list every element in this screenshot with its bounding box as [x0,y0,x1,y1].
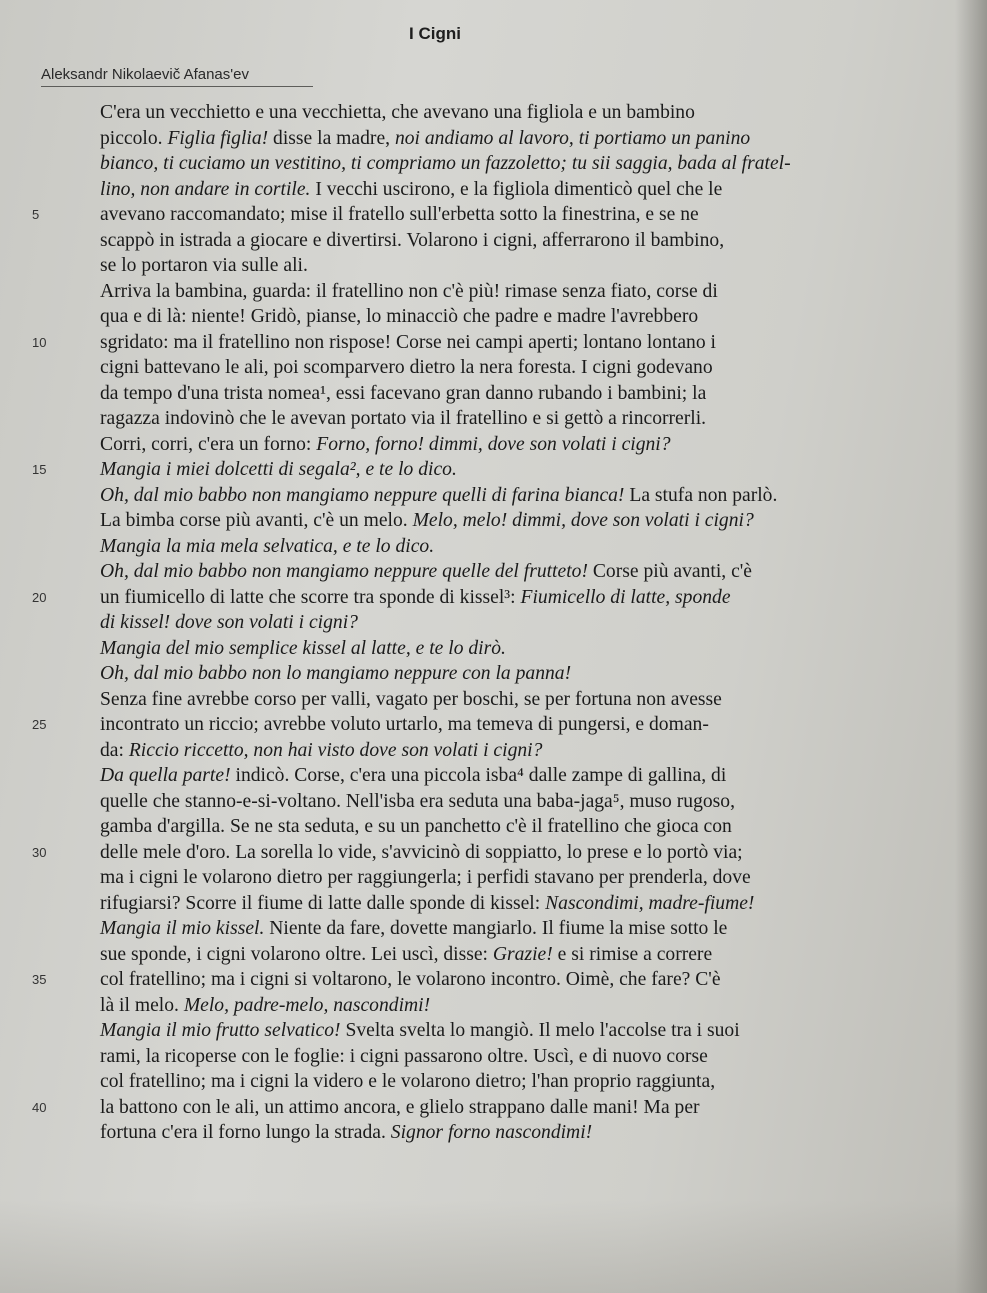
italic-text: Forno, forno! dimmi, dove son volati i cigni? [316,433,671,455]
text-segment: col fratellino; ma i cigni la videro e le volarono dietro; l'han proprio raggiunta, [100,1071,716,1092]
text-line [32,457,910,483]
text-segment: col fratellino; ma i cigni si voltarono, le volarono incontro. Oimè, che fare? C'è [100,969,721,990]
text-segment: rami, la ricoperse con le foglie: i cigni passarono oltre. Uscì, e di nuovo corse [100,1045,708,1067]
text-line [100,814,910,840]
line-number: 20 [32,589,47,605]
text-segment: avevano raccomandato; mise il fratello sull'erbetta sotto la finestrina, e se ne [100,204,699,225]
text-line [100,993,910,1019]
text-segment: sgridato: ma il fratellino non rispose! Corse nei campi aperti; lontano lontano i [100,331,716,353]
italic-text: noi andiamo al lavoro, ti portiamo un panino [394,127,751,149]
italic-text: Mangia la mia mela selvatica, e te lo dico. [100,535,435,557]
text-segment: disse la madre, [268,127,395,149]
story-title: I Cigni [409,24,461,43]
text-segment: piccolo. [100,127,168,149]
text-line [100,100,910,126]
text-line [32,712,910,738]
text-segment: se lo portaron via sulle ali. [100,255,308,276]
text-segment: la battono con le ali, un attimo ancora, e glielo strappano dalle mani! Ma per [100,1096,700,1118]
text-segment: Arriva la bambina, guarda: il fratellino non c'è più! rimase senza fiato, corse di [100,280,718,302]
text-segment: scappò in istrada a giocare e divertirsi. Volarono i cigni, afferrarono il bambino, [100,229,725,251]
text-line [32,967,910,993]
italic-text: bianco, ti cuciamo un vestitino, ti compriamo un fazzoletto; tu sii saggia, bada al fratel- [100,153,791,174]
text-segment: Corri, corri, c'era un forno: [100,433,317,455]
text-segment: La bimba corse più avanti, c'è un melo. [100,510,413,531]
line-number: 35 [32,972,47,987]
text-line [100,738,910,764]
text-segment: gamba d'argilla. Se ne sta seduta, e su un panchetto c'è il fratellino che gioca con [100,816,732,837]
text-segment: I vecchi uscirono, e la figliola dimenticò quel che le [310,178,723,200]
text-segment: ma i cigni le volarono dietro per raggiungerla; i perfidi stavano per prenderla, dove [100,867,751,888]
text-segment: delle mele d'oro. La sorella lo vide, s'avvicinò di soppiatto, lo prese e lo portò via; [100,841,743,863]
text-line [100,891,910,917]
author-underline [41,86,313,87]
text-line [32,202,910,228]
author-name: Aleksandr Nikolaevič Afanas'ev [41,66,249,83]
text-segment: un fiumicello di latte che scorre tra sponde di kissel³: [100,586,521,608]
text-segment: là il melo. [100,994,184,1016]
text-line [100,559,910,585]
text-line [100,432,910,458]
text-segment: La stufa non parlò. [624,484,778,506]
text-line [100,916,910,942]
text-segment: qua e di là: niente! Gridò, pianse, lo minacciò che padre e madre l'avrebbero [100,306,699,327]
text-line [100,126,910,152]
text-segment: da tempo d'una trista nomea¹, essi facevano gran danno rubando i bambini; la [100,382,707,404]
text-line [100,763,910,789]
italic-text: Mangia il mio kissel. [100,918,265,939]
text-segment: indicò. Corse, c'era una piccola isba⁴ dalle zampe di gallina, di [230,765,727,786]
story-text [32,100,910,1146]
italic-text: Da quella parte! [100,765,231,786]
text-line [100,177,910,203]
text-segment: e si rimise a correre [552,943,713,965]
page-edge-shadow [955,0,987,1293]
italic-text: Oh, dal mio babbo non lo mangiamo neppure con la panna! [100,663,572,684]
text-segment: da: [100,739,129,761]
text-segment: rifugiarsi? Scorre il fiume di latte dalle sponde di kissel: [100,892,546,914]
italic-text: lino, non andare in cortile. [100,178,311,200]
line-number: 10 [32,334,47,350]
text-segment: Senza fine avrebbe corso per valli, vagato per boschi, se per fortuna non avesse [100,688,722,710]
text-line [100,687,910,713]
italic-text: Mangia del mio semplice kissel al latte, e te lo dirò. [100,637,506,659]
text-line [100,508,910,534]
italic-text: Grazie! [492,943,553,965]
line-number: 5 [32,207,40,222]
text-line [100,1120,910,1146]
line-number: 40 [32,1099,47,1115]
text-line [100,661,910,687]
italic-text: Mangia il mio frutto selvatico! [100,1020,341,1041]
text-line [100,942,910,968]
text-line [100,151,910,177]
text-segment: quelle che stanno-e-si-voltano. Nell'isba era seduta una baba-jaga⁵, muso rugoso, [100,790,735,812]
text-line [100,1069,910,1095]
text-segment: cigni battevano le ali, poi scomparvero dietro la nera foresta. I cigni godevano [100,357,713,378]
text-line [100,279,910,305]
text-line [100,610,910,636]
text-segment: C'era un vecchietto e una vecchietta, che avevano una figliola e un bambino [100,102,695,123]
italic-text: Riccio riccetto, non hai visto dove son volati i cigni? [128,739,543,761]
italic-text: Oh, dal mio babbo non mangiamo neppure quelli di farina bianca! [100,484,625,506]
line-number: 30 [32,844,47,860]
line-number: 25 [32,717,47,732]
italic-text: di kissel! dove son volati i cigni? [100,612,358,633]
text-line [100,534,910,560]
text-segment: Niente da fare, dovette mangiarlo. Il fiume la mise sotto le [264,918,728,939]
text-line [32,840,910,866]
text-segment: sue sponde, i cigni volarono oltre. Lei uscì, disse: [100,943,493,965]
text-segment: ragazza indovinò che le avevan portato via il fratellino e si gettò a rincorrerli. [100,408,707,429]
text-line [100,406,910,432]
text-line [100,865,910,891]
text-line [100,1018,910,1044]
text-segment: fortuna c'era il forno lungo la strada. [100,1122,391,1143]
text-line [32,330,910,356]
text-line [100,483,910,509]
text-line [100,381,910,407]
italic-text: Oh, dal mio babbo non mangiamo neppure quelle del frutteto! [100,561,588,582]
italic-text: Melo, melo! dimmi, dove son volati i cigni? [412,510,754,531]
text-line [100,228,910,254]
text-line [100,304,910,330]
text-line [100,1044,910,1070]
text-line [100,789,910,815]
text-segment: incontrato un riccio; avrebbe voluto urtarlo, ma temeva di pungersi, e doman- [100,714,709,735]
italic-text: Nascondimi, madre-fiume! [545,892,755,914]
italic-text: Figlia figlia! [167,127,269,149]
text-line [32,585,910,611]
text-segment: Svelta svelta lo mangiò. Il melo l'accolse tra i suoi [340,1020,740,1041]
text-line [100,253,910,279]
text-segment: Corse più avanti, c'è [587,561,753,582]
italic-text: Fiumicello di latte, sponde [520,586,731,608]
italic-text: Signor forno nascondimi! [390,1122,593,1143]
text-line [32,1095,910,1121]
line-number: 15 [32,462,47,477]
italic-text: Melo, padre-melo, nascondimi! [183,994,431,1016]
text-line [100,355,910,381]
page-bottom-shading [0,1200,987,1293]
italic-text: Mangia i miei dolcetti di segala², e te lo dico. [100,459,457,480]
text-line [100,636,910,662]
